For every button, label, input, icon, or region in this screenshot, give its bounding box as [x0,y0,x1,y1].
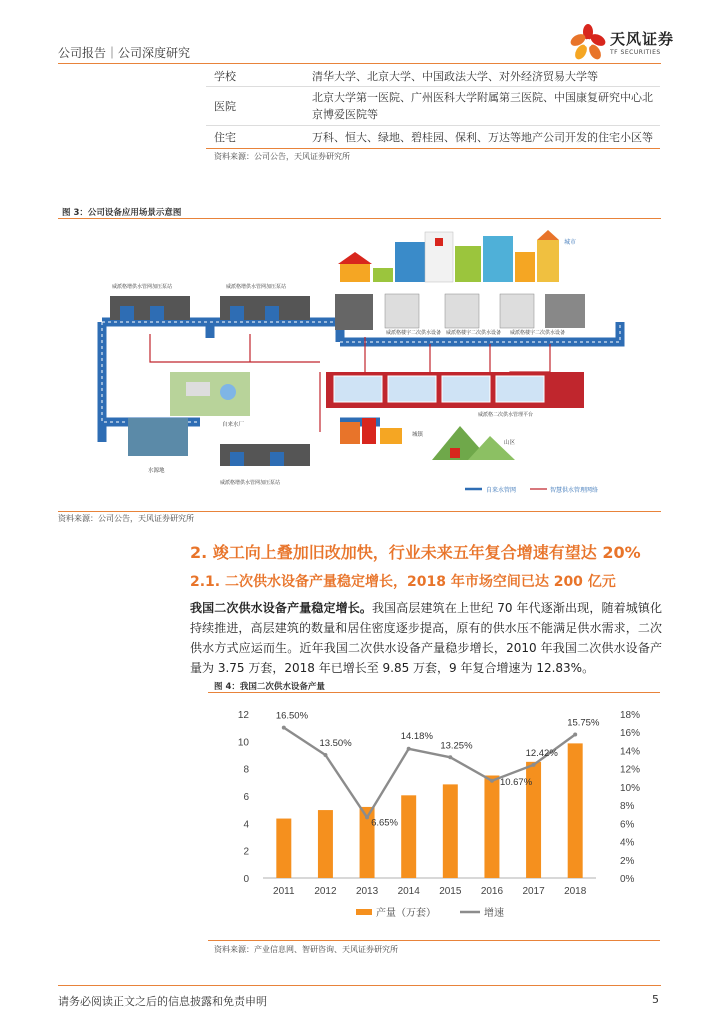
y-right-tick-label: 6% [620,819,635,831]
y-left-tick-label: 6 [243,792,249,803]
x-tick-label: 2013 [355,886,379,897]
footer-disclaimer: 请务必阅读正文之后的信息披露和免责申明 [58,995,267,1008]
data-label: 13.25% [440,740,473,752]
data-label: 16.50% [275,710,309,722]
logo-flower-icon [568,22,608,64]
y-left-tick-label: 12 [237,710,249,721]
station-label-2: 威派格增供水管网加压泵站 [226,284,287,290]
management-platform [326,372,584,408]
logo-text: 天风证券 [610,30,675,48]
bar [318,810,333,878]
y-left-tick-label: 0 [243,874,249,885]
paragraph-text: 我国高层建筑在上世纪 70 年代逐渐出现，随着城镇化持续推进，高层建筑的数量和居住密度逐步提高，原有的供水压不能满足供水需求，二次供水方式应运而生。近年我国二次供水设备产量稳步增长，2010 年我国二次供水设备产量为 3.75 万套，2018 年已增长至 9.85 万套，9 年复合增速为 12.83%。 [190,601,662,675]
production-chart [208,700,648,930]
table-cell-key: 住宅 [214,131,236,144]
y-right-tick-label: 8% [620,801,635,813]
figure3-source: 资料来源：公司公告，天风证券研究所 [58,514,194,523]
y-left-tick-label: 8 [243,764,249,776]
town-label: 城镇 [412,432,424,438]
x-tick-label: 2011 [273,886,295,897]
y-left-tick-label: 2 [243,846,249,858]
equipment-label-1: 威派格楼宇二次供水设备 [386,330,442,336]
figure4-title: 图 4：我国二次供水设备产量 [214,682,325,692]
y-left-tick-label: 10 [237,737,249,749]
report-category: 公司报告｜公司深度研究 [58,46,191,60]
platform-label: 威派格二次供水管理平台 [478,412,534,418]
table-row [206,87,660,126]
legend-pipe: 自来水管网 [486,487,517,494]
legend-bar-swatch [356,909,372,915]
body-paragraph [190,598,662,678]
figure4-source: 资料来源：产业信息网、智研咨询、天风证券研究所 [214,945,398,954]
x-tick-label: 2015 [439,886,462,897]
water-source-label: 水源地 [148,468,165,474]
x-tick-label: 2018 [564,886,587,897]
y-left-tick-label: 4 [243,819,249,831]
pump-station-1 [110,296,190,320]
y-right-tick-label: 0% [620,874,635,885]
x-tick-label: 2012 [314,886,337,897]
customer-table [206,66,660,149]
bar [401,795,416,878]
data-label: 10.67% [499,776,533,788]
bar [484,776,499,879]
y-right-tick-label: 10% [620,782,641,794]
figure3-top-rule [58,218,661,219]
legend-network: 智慧供水管理网络 [550,487,599,494]
bar [568,743,583,878]
legend-line-label: 增速 [484,908,504,919]
legend-bar-label: 产量（万套） [376,908,436,919]
data-label: 6.65% [371,817,398,829]
x-tick-label: 2016 [480,886,504,897]
data-label: 12.42% [525,747,558,759]
bar [276,819,291,878]
table-cell-value: 万科、恒大、绿地、碧桂园、保利、万达等地产公司开发的住宅小区等 [312,130,653,144]
company-logo [568,22,675,64]
y-right-tick-label: 16% [620,728,641,740]
footer-divider [58,985,661,986]
data-label: 13.50% [319,738,352,749]
equipment-label-3: 威派格楼宇二次供水设备 [510,330,566,336]
pump-station-2 [220,296,310,320]
application-scenario-diagram [90,222,630,508]
header-divider [58,63,661,64]
y-right-tick-label: 2% [620,855,635,867]
line-point [532,763,536,767]
waterworks [170,372,250,416]
equipment-label-2: 威派格楼宇二次供水设备 [446,330,502,336]
y-right-tick-label: 18% [620,710,641,721]
bar [443,784,458,878]
building-equipment-group [335,294,585,330]
y-right-tick-label: 12% [620,764,641,776]
page-number: 5 [652,993,659,1006]
logo-subtext: TF SECURITIES [610,49,661,56]
figure3-bottom-rule [58,511,661,512]
figure3-title: 图 3：公司设备应用场景示意图 [62,208,182,218]
paragraph-lead: 我国二次供水设备产量稳定增长。 [190,601,373,615]
line-point [448,755,452,759]
line-point [365,815,369,819]
line-point [490,779,494,783]
water-source-image [128,418,188,456]
table-row [206,126,660,149]
table-cell-key: 学校 [214,70,236,83]
x-tick-label: 2017 [522,886,545,897]
table-source: 资料来源：公司公告，天风证券研究所 [214,152,350,161]
city-label: 城市 [564,239,577,246]
x-tick-label: 2014 [397,886,420,897]
mountain-illustration [432,426,515,460]
figure4-top-rule [208,692,660,693]
data-label: 15.75% [567,717,600,729]
station-label-1: 威派格增供水管网加压泵站 [112,284,173,290]
station-label-3: 威派格增供水管网加压泵站 [220,480,281,486]
section-heading: 2. 竣工向上叠加旧改加快，行业未来五年复合增速有望达 20% [190,543,641,562]
waterworks-label: 自来水厂 [222,422,245,428]
subsection-heading: 2.1. 二次供水设备产量稳定增长，2018 年市场空间已达 200 亿元 [190,574,616,590]
data-label: 14.18% [400,730,433,742]
line-point [573,733,577,737]
y-right-tick-label: 14% [620,746,641,758]
table-row [206,66,660,87]
city-buildings [338,230,559,282]
line-point [282,726,286,730]
line-point [407,747,411,751]
table-cell-key: 医院 [214,100,236,113]
table-cell-value: 清华大学、北京大学、中国政法大学、对外经济贸易大学等 [312,69,598,83]
y-right-tick-label: 4% [620,837,635,849]
line-point [323,753,327,757]
table-cell-value: 北京大学第一医院、广州医科大学附属第三医院、中国康复研究中心北京博爱医院等 [312,91,653,121]
pump-station-3 [220,444,310,466]
figure4-bottom-rule [208,940,660,941]
mountain-label: 山区 [504,440,516,446]
